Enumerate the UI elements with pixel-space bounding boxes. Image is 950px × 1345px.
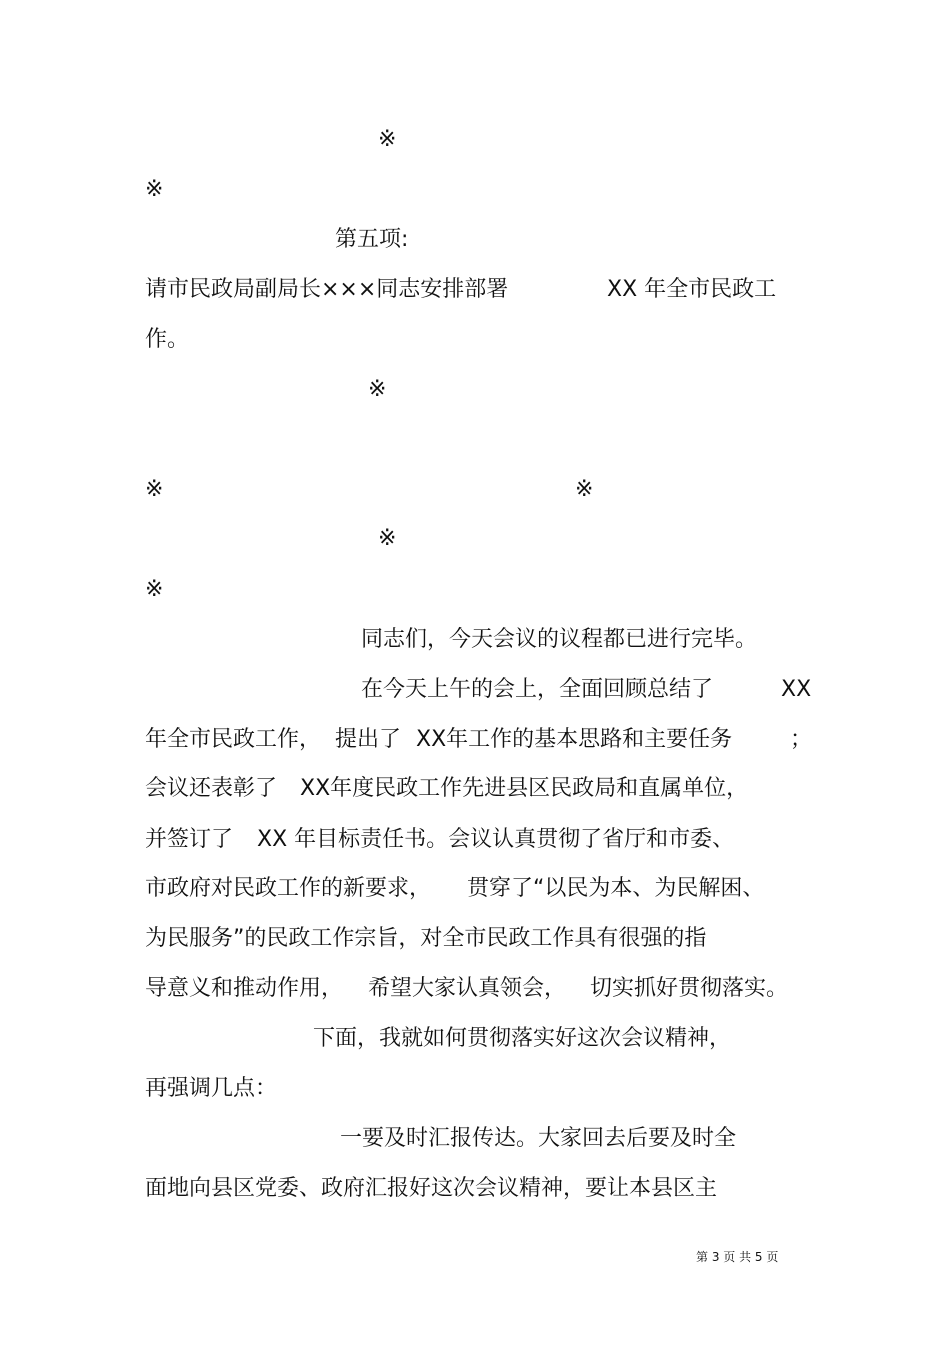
paragraph-text: 市政府对民政工作的新要求， [145, 876, 432, 901]
item5-text: 请市民政局副局长×××同志安排部署 [145, 277, 509, 302]
reference-mark: ※ [575, 477, 594, 502]
reference-mark: ※ [145, 177, 164, 202]
paragraph-text: 导意义和推动作用， [145, 976, 344, 1001]
paragraph-text: 希望大家认真领会， [368, 976, 567, 1001]
paragraph-text: 在今天上午的会上，全面回顾总结了 [361, 677, 714, 702]
reference-mark: ※ [378, 526, 397, 551]
paragraph-text: 同志们，今天会议的议程都已进行完毕。 [361, 627, 758, 652]
paragraph-text: 年全市民政工作， [145, 727, 322, 752]
paragraph-text: XX年度民政工作先进县区民政局和直属单位， [300, 776, 749, 801]
paragraph-text: 并签订了 [145, 827, 234, 852]
reference-mark: ※ [145, 477, 164, 502]
paragraph-text: 贯穿了“以民为本、为民解困、 [467, 876, 765, 901]
item5-heading: 第五项: [335, 227, 409, 252]
item5-text: XX 年全市民政工 [607, 277, 777, 302]
reference-mark: ※ [378, 127, 397, 152]
paragraph-text: 提出了 [335, 727, 402, 752]
item5-text: 作。 [145, 327, 190, 352]
paragraph-text: 切实抓好贯彻落实。 [590, 976, 789, 1001]
paragraph-text: 下面，我就如何贯彻落实好这次会议精神， [313, 1026, 732, 1051]
reference-mark: ※ [145, 577, 164, 602]
paragraph-text: 面地向县区党委、政府汇报好这次会议精神，要让本县区主 [145, 1176, 718, 1201]
page-footer: 第 3 页 共 5 页 [696, 1250, 779, 1264]
paragraph-text: ； [790, 727, 813, 752]
paragraph-text: 会议还表彰了 [145, 776, 278, 801]
paragraph-text: 为民服务”的民政工作宗旨，对全市民政工作具有很强的指 [145, 926, 707, 951]
reference-mark: ※ [368, 377, 387, 402]
paragraph-text: 再强调几点： [145, 1076, 278, 1101]
paragraph-text: 一要及时汇报传达。大家回去后要及时全 [340, 1126, 737, 1151]
paragraph-text: XX年工作的基本思路和主要任务 [416, 727, 733, 752]
paragraph-text: XX [781, 677, 812, 702]
paragraph-text: XX 年目标责任书。会议认真贯彻了省厅和市委、 [257, 827, 735, 852]
